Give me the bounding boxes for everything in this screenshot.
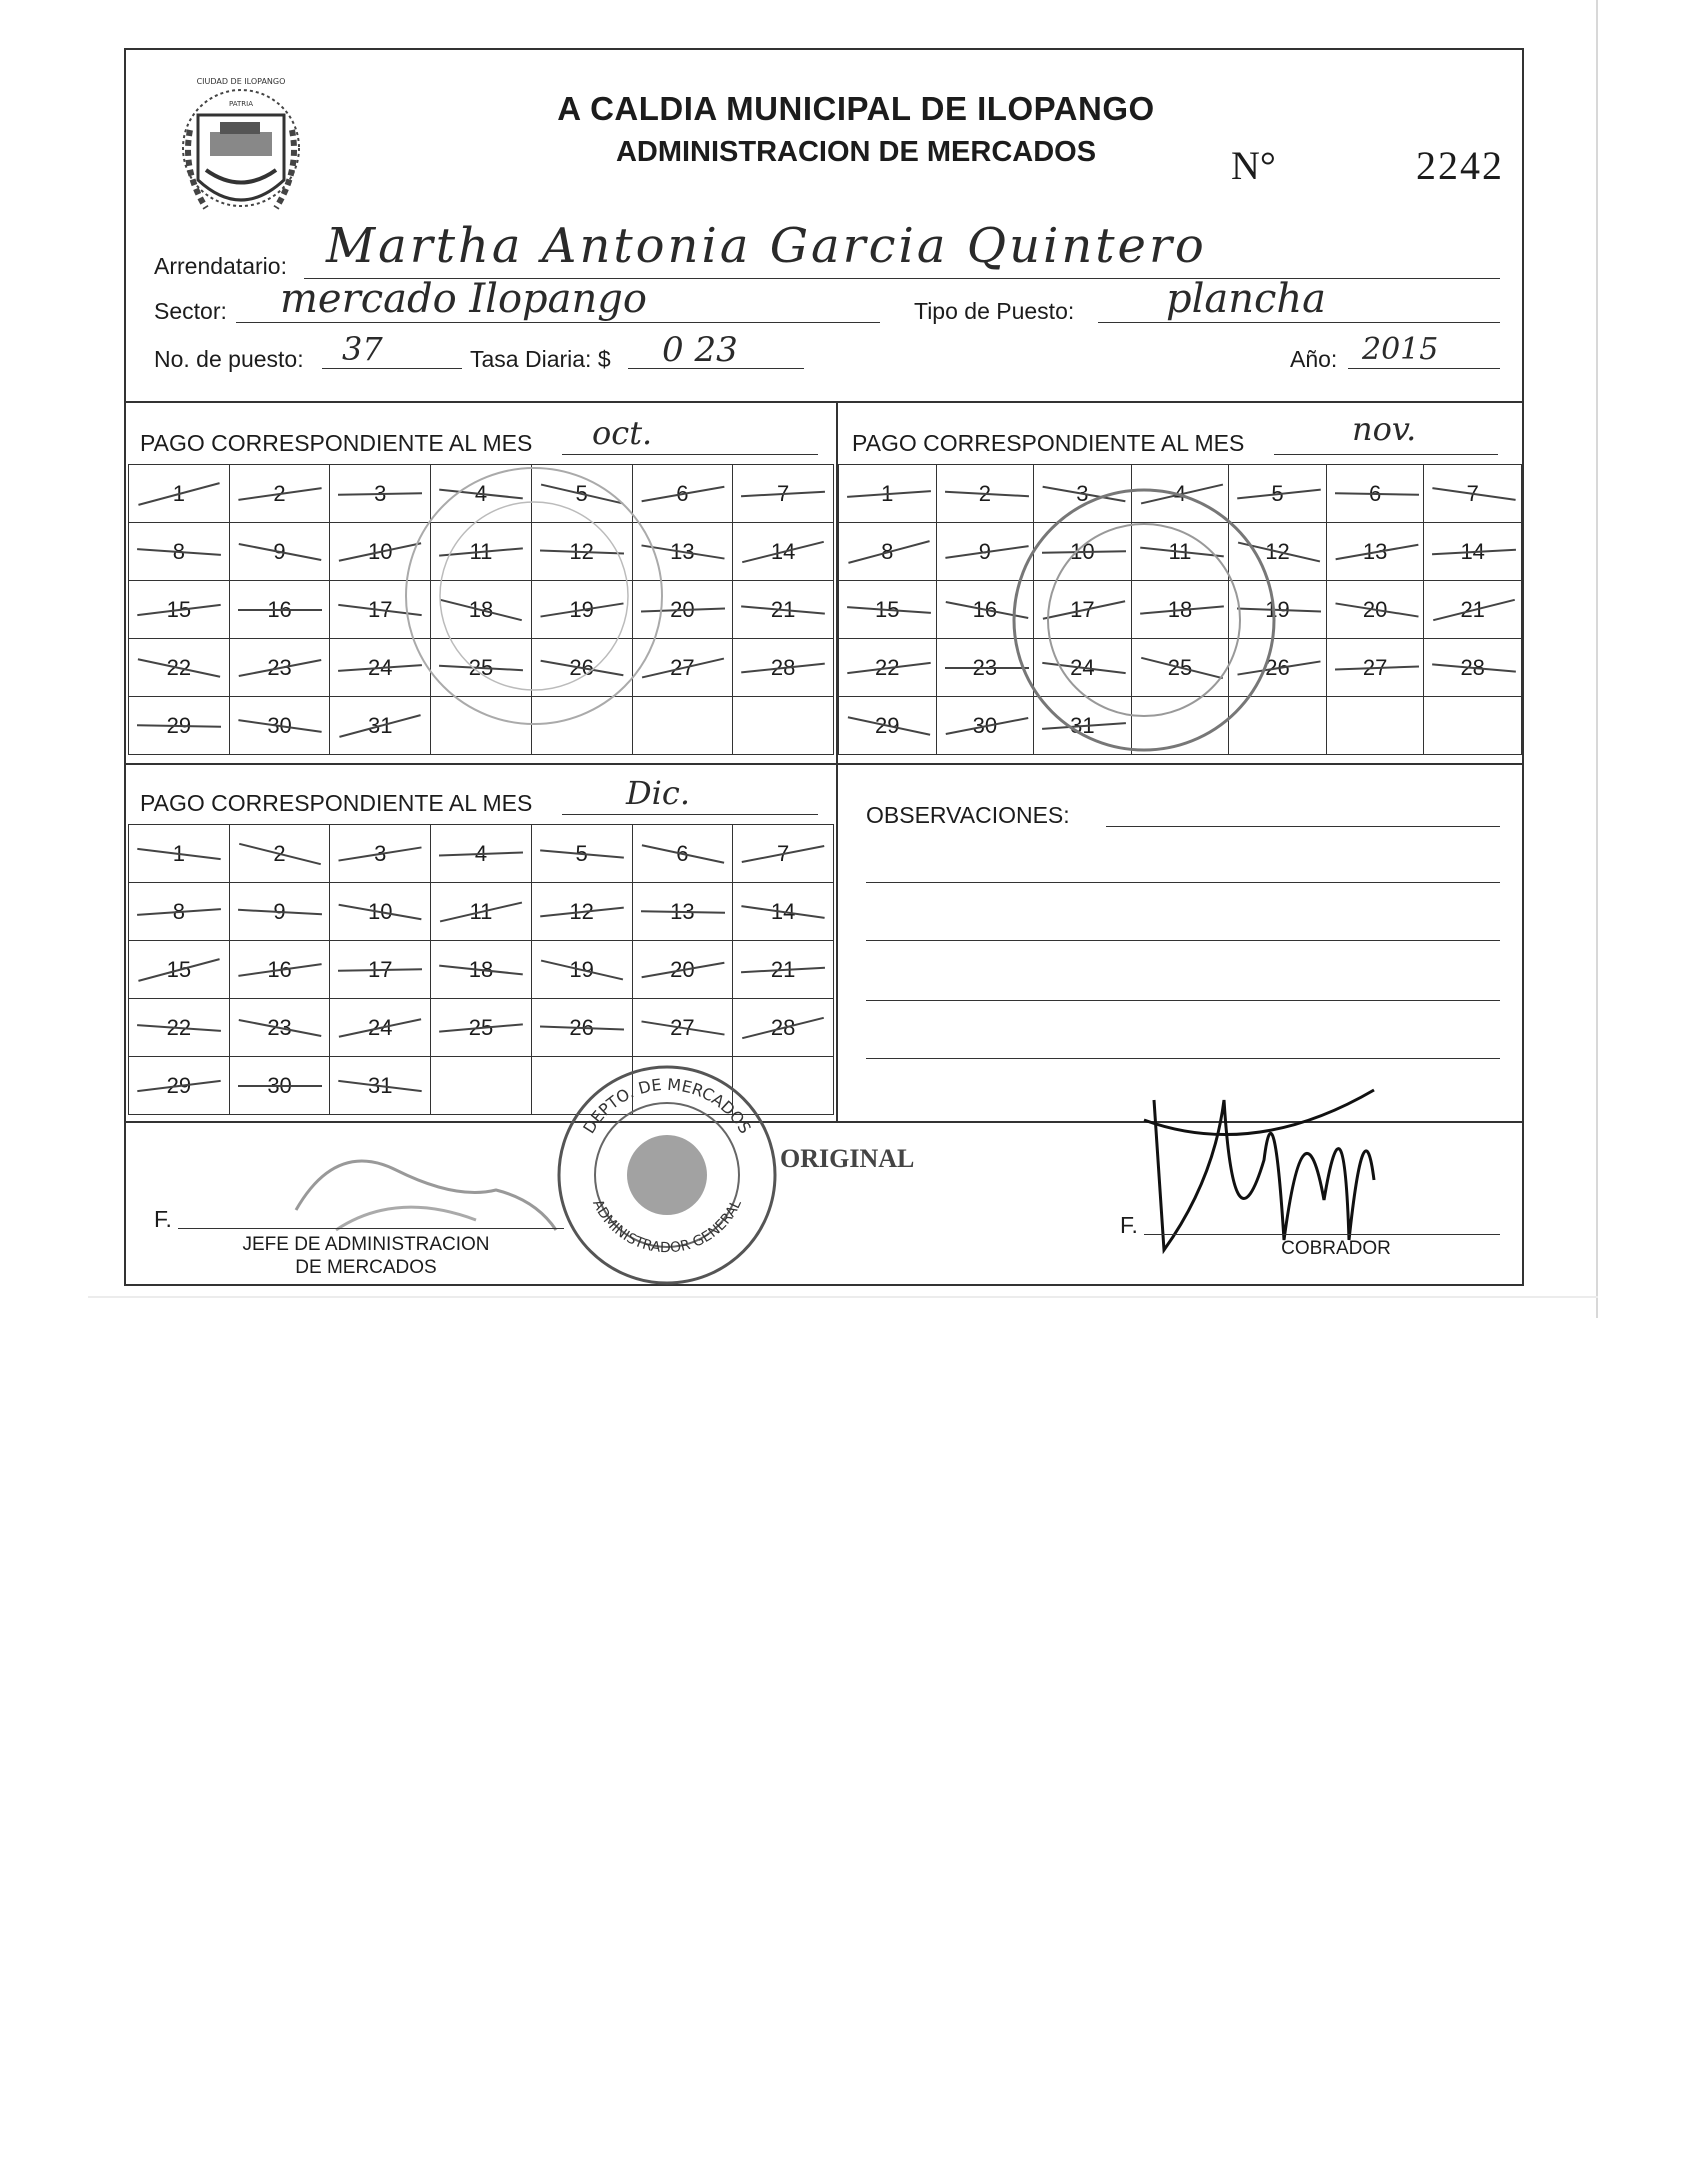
day-number: 2 [978, 480, 991, 506]
day-number: 26 [569, 654, 594, 680]
month-nov-line [1274, 454, 1498, 455]
cobrador-signature-prefix: F. [1120, 1212, 1138, 1238]
day-number: 20 [670, 596, 695, 622]
day-number: 19 [1265, 596, 1290, 622]
empty-cell[interactable] [1424, 697, 1522, 755]
day-number: 16 [267, 596, 292, 622]
form-title: A CALDIA MUNICIPAL DE ILOPANGO [557, 90, 1155, 127]
seal-inner-text: PATRIA [228, 100, 254, 108]
day-cell[interactable] [229, 697, 330, 755]
month-dic-value[interactable]: Dic. [626, 774, 690, 812]
anio-line [1348, 368, 1500, 369]
puesto-label: No. de puesto: [154, 346, 304, 372]
day-cell[interactable] [1424, 639, 1522, 697]
day-number: 4 [474, 840, 488, 866]
day-number: 18 [468, 596, 494, 622]
day-cell[interactable] [330, 883, 431, 941]
day-cell[interactable] [839, 581, 937, 639]
round-stamp-bottom-text: ADMINISTRADOR GENERAL [589, 1197, 745, 1257]
puesto-value[interactable]: 37 [342, 330, 383, 368]
day-cell[interactable] [1326, 465, 1424, 523]
grid-row [129, 999, 834, 1057]
day-cell[interactable] [632, 825, 733, 883]
month-nov-heading: PAGO CORRESPONDIENTE AL MES [852, 430, 1245, 456]
municipal-seal-icon [176, 70, 306, 230]
day-cell[interactable] [431, 825, 532, 883]
day-number: 8 [172, 898, 185, 924]
day-cell[interactable] [229, 941, 330, 999]
day-cell[interactable] [431, 883, 532, 941]
empty-cell[interactable] [1326, 697, 1424, 755]
day-number: 9 [978, 538, 991, 564]
day-number: 23 [267, 654, 292, 680]
day-cell[interactable] [129, 883, 230, 941]
empty-cell[interactable] [733, 697, 834, 755]
month-dic-line [562, 814, 818, 815]
day-number: 30 [267, 1072, 292, 1098]
day-number: 20 [1362, 596, 1388, 622]
month-dic-heading: PAGO CORRESPONDIENTE AL MES [140, 790, 533, 816]
day-cell[interactable] [229, 883, 330, 941]
empty-cell[interactable] [431, 1057, 532, 1115]
day-number: 21 [770, 956, 796, 982]
day-number: 2 [273, 480, 286, 506]
day-cell[interactable] [129, 465, 230, 523]
day-cell[interactable] [229, 523, 330, 581]
sector-label: Sector: [154, 298, 227, 324]
day-number: 6 [676, 480, 689, 506]
day-cell[interactable] [839, 639, 937, 697]
day-cell[interactable] [839, 697, 937, 755]
paid-mark [238, 1085, 322, 1087]
day-number: 29 [166, 1072, 192, 1098]
day-cell[interactable] [330, 1057, 431, 1115]
svg-text:DEPTO. DE MERCADOS [579, 1075, 755, 1137]
day-cell[interactable] [330, 941, 431, 999]
puesto-line [322, 368, 462, 369]
day-number: 16 [972, 596, 998, 622]
day-cell[interactable] [733, 883, 834, 941]
day-cell[interactable] [531, 941, 632, 999]
municipal-stamp-icon [1004, 480, 1284, 760]
day-number: 7 [776, 480, 790, 506]
day-number: 1 [172, 840, 185, 866]
jefe-signature-line [178, 1228, 564, 1229]
day-number: 18 [468, 956, 494, 982]
day-cell[interactable] [129, 523, 230, 581]
day-number: 3 [1076, 480, 1089, 506]
day-number: 26 [1265, 654, 1290, 680]
day-number: 15 [875, 596, 900, 622]
cobrador-signature-line [1144, 1234, 1500, 1235]
day-number: 30 [972, 712, 998, 738]
page-edge [1596, 0, 1598, 1318]
day-number: 8 [172, 538, 185, 564]
grid-row [129, 941, 834, 999]
day-number: 28 [770, 654, 796, 680]
day-number: 1 [881, 480, 894, 506]
market-payment-form [124, 48, 1524, 1286]
month-oct-heading: PAGO CORRESPONDIENTE AL MES [140, 430, 533, 456]
observaciones-line-1[interactable] [1106, 826, 1500, 827]
day-cell[interactable] [129, 581, 230, 639]
day-cell[interactable] [431, 999, 532, 1057]
paid-mark [238, 609, 322, 611]
day-number: 15 [166, 956, 192, 982]
day-number: 21 [770, 596, 796, 622]
day-number: 11 [469, 538, 493, 564]
section-divider-middle [126, 763, 1522, 765]
month-oct-line [562, 454, 818, 455]
day-cell[interactable] [531, 825, 632, 883]
day-cell[interactable] [839, 465, 937, 523]
day-number: 8 [881, 538, 894, 564]
day-cell[interactable] [229, 825, 330, 883]
observaciones-label: OBSERVACIONES: [866, 802, 1070, 828]
day-number: 14 [1460, 538, 1485, 564]
tipo-puesto-line [1098, 322, 1500, 323]
day-number: 14 [770, 538, 796, 564]
day-cell[interactable] [229, 465, 330, 523]
day-number: 19 [569, 956, 594, 982]
round-stamp-top-text: DEPTO. DE MERCADOS [579, 1074, 755, 1137]
day-number: 13 [670, 898, 695, 924]
day-number: 29 [166, 712, 192, 738]
day-number: 17 [368, 956, 393, 982]
tasa-value[interactable]: 0 23 [662, 330, 738, 370]
jefe-role-line-2: DE MERCADOS [295, 1256, 437, 1278]
grid-row [129, 883, 834, 941]
day-cell[interactable] [1424, 581, 1522, 639]
day-number: 24 [368, 1014, 393, 1040]
day-number: 12 [569, 898, 594, 924]
month-oct-value[interactable]: oct. [592, 414, 653, 452]
faded-stamp-oct-icon [394, 456, 674, 736]
day-number: 6 [1368, 480, 1382, 506]
day-number: 17 [1070, 596, 1095, 622]
day-number: 26 [569, 1014, 594, 1040]
form-subtitle: ADMINISTRACION DE MERCADOS [615, 136, 1097, 168]
day-number: 2 [273, 840, 286, 866]
day-number: 5 [1271, 480, 1284, 506]
day-cell[interactable] [229, 581, 330, 639]
day-number: 5 [575, 480, 588, 506]
day-cell[interactable] [129, 697, 230, 755]
day-number: 17 [368, 596, 393, 622]
day-number: 4 [474, 480, 488, 506]
form-number-label: N° [1231, 143, 1276, 188]
day-cell[interactable] [839, 523, 937, 581]
cobrador-role: COBRADOR [1281, 1238, 1391, 1259]
day-cell[interactable] [632, 999, 733, 1057]
day-cell[interactable] [1326, 523, 1424, 581]
observaciones-line-4[interactable] [866, 1000, 1500, 1001]
day-number: 22 [166, 654, 192, 680]
day-cell[interactable] [733, 581, 834, 639]
day-number: 23 [972, 654, 998, 680]
tipo-puesto-value[interactable]: plancha [1166, 276, 1327, 322]
day-number: 12 [569, 538, 594, 564]
day-number: 20 [670, 956, 695, 982]
day-cell[interactable] [129, 1057, 230, 1115]
observaciones-line-5[interactable] [866, 1058, 1500, 1059]
sector-value[interactable]: mercado Ilopango [280, 276, 647, 322]
day-number: 5 [575, 840, 588, 866]
original-stamp: ORIGINAL [780, 1144, 915, 1173]
day-cell[interactable] [1326, 581, 1424, 639]
seal-ring-text: CIUDAD DE ILOPANGO [196, 77, 286, 86]
observaciones-line-2[interactable] [866, 882, 1500, 883]
day-number: 18 [1167, 596, 1193, 622]
day-number: 22 [166, 1014, 192, 1040]
day-number: 16 [267, 956, 292, 982]
day-cell[interactable] [733, 999, 834, 1057]
day-number: 31 [368, 712, 393, 738]
day-number: 3 [374, 840, 387, 866]
day-cell[interactable] [531, 883, 632, 941]
day-number: 27 [670, 654, 695, 680]
form-number-value: 2242 [1416, 143, 1504, 188]
day-cell[interactable] [632, 883, 733, 941]
observaciones-line-3[interactable] [866, 940, 1500, 941]
day-number: 23 [267, 1014, 292, 1040]
day-number: 24 [1070, 654, 1095, 680]
day-number: 12 [1265, 538, 1290, 564]
day-number: 27 [1362, 654, 1388, 680]
day-number: 3 [374, 480, 387, 506]
day-number: 15 [166, 596, 192, 622]
tipo-puesto-label: Tipo de Puesto: [914, 298, 1075, 324]
day-number: 30 [267, 712, 292, 738]
day-number: 7 [1466, 480, 1479, 506]
day-number: 22 [875, 654, 900, 680]
day-number: 21 [1460, 596, 1485, 622]
day-number: 10 [368, 898, 393, 924]
tasa-label: Tasa Diaria: $ [470, 346, 611, 372]
day-cell[interactable] [129, 825, 230, 883]
jefe-role-line-1: JEFE DE ADMINISTRACION [242, 1234, 490, 1255]
day-number: 29 [875, 712, 900, 738]
day-number: 25 [1167, 654, 1193, 680]
day-number: 25 [468, 654, 494, 680]
page-edge-bottom [88, 1296, 1598, 1298]
day-number: 6 [676, 840, 689, 866]
arrendatario-label: Arrendatario: [154, 253, 287, 279]
grid-row [129, 825, 834, 883]
day-number: 9 [273, 538, 286, 564]
day-number: 27 [670, 1014, 695, 1040]
day-cell[interactable] [129, 639, 230, 697]
day-cell[interactable] [733, 639, 834, 697]
day-cell[interactable] [1424, 523, 1522, 581]
day-cell[interactable] [431, 941, 532, 999]
day-number: 28 [770, 1014, 796, 1040]
anio-label: Año: [1290, 346, 1338, 372]
day-number: 24 [368, 654, 393, 680]
day-number: 11 [469, 898, 493, 924]
day-cell[interactable] [1326, 639, 1424, 697]
department-round-stamp-icon [552, 1060, 782, 1290]
day-number: 13 [1362, 538, 1388, 564]
day-cell[interactable] [733, 523, 834, 581]
day-cell[interactable] [733, 465, 834, 523]
day-number: 19 [569, 596, 594, 622]
jefe-role [226, 1234, 506, 1280]
day-number: 31 [368, 1072, 393, 1098]
day-cell[interactable] [129, 999, 230, 1057]
arrendatario-value[interactable]: Martha Antonia Garcia Quintero [326, 218, 1207, 274]
day-number: 28 [1460, 654, 1485, 680]
day-cell[interactable] [1424, 465, 1522, 523]
day-cell[interactable] [330, 825, 431, 883]
day-number: 31 [1070, 712, 1095, 738]
day-cell[interactable] [531, 999, 632, 1057]
day-number: 9 [273, 898, 286, 924]
day-number: 25 [468, 1014, 494, 1040]
day-cell[interactable] [733, 941, 834, 999]
day-number: 10 [1070, 538, 1095, 564]
day-cell[interactable] [733, 825, 834, 883]
day-cell[interactable] [330, 999, 431, 1057]
jefe-signature-prefix: F. [154, 1206, 172, 1232]
day-cell[interactable] [129, 941, 230, 999]
day-number: 10 [368, 538, 393, 564]
anio-value[interactable]: 2015 [1362, 332, 1439, 367]
sector-line [236, 322, 880, 323]
day-cell[interactable] [229, 999, 330, 1057]
day-number: 14 [770, 898, 796, 924]
day-cell[interactable] [229, 1057, 330, 1115]
day-number: 1 [172, 480, 185, 506]
day-cell[interactable] [632, 941, 733, 999]
section-divider-top [126, 401, 1522, 403]
day-number: 7 [776, 840, 790, 866]
day-number: 4 [1173, 480, 1187, 506]
month-nov-value[interactable]: nov. [1352, 410, 1417, 448]
day-number: 13 [670, 538, 695, 564]
jefe-signature-icon [276, 1130, 576, 1250]
day-cell[interactable] [229, 639, 330, 697]
day-number: 11 [1168, 538, 1192, 564]
